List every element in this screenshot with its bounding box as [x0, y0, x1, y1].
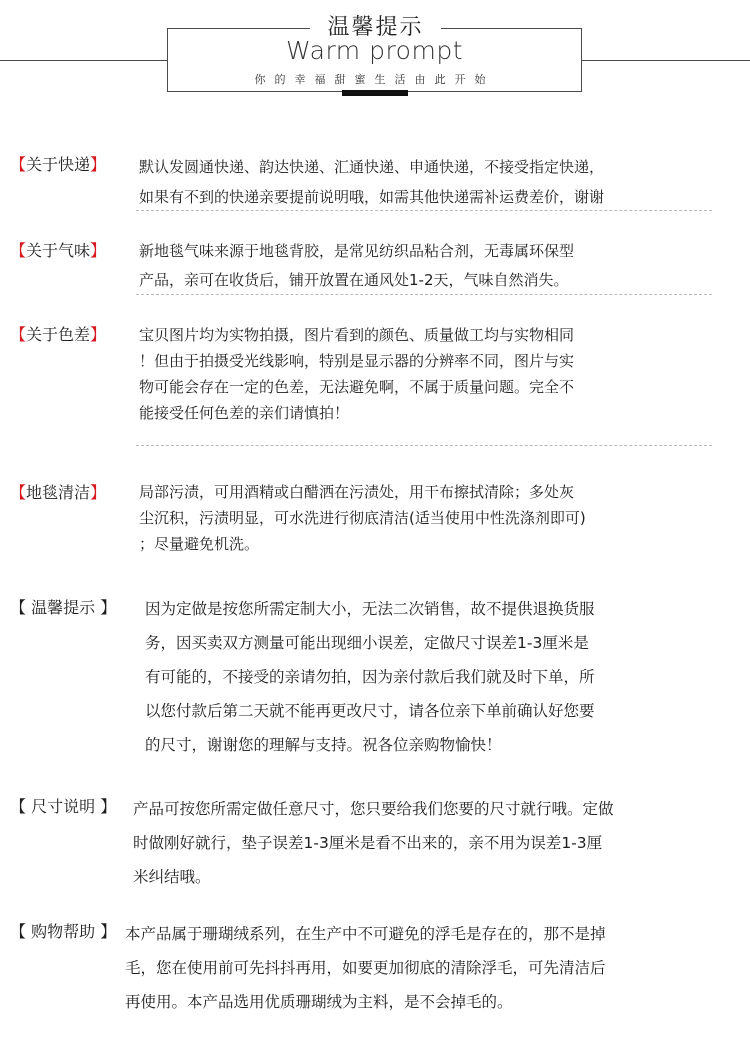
header-title-cn: 温馨提示	[327, 15, 424, 40]
section-line: 有可能的，不接受的亲请勿拍，因为亲付款后我们就及时下单，所	[145, 668, 595, 686]
frame-bottom-right	[397, 91, 582, 92]
frame-top-right	[441, 28, 582, 29]
header-title-en: Warm prompt	[286, 36, 463, 65]
section-line: 务，因买卖双方测量可能出现细小误差，定做尺寸误差1-3厘米是	[145, 634, 589, 652]
section-line: 宝贝图片均为实物拍摄，图片看到的颜色、质量做工均与实物相同	[139, 326, 575, 344]
frame-bottom-accent	[342, 90, 408, 96]
section-text-warm-tip	[145, 592, 595, 762]
section-label-size: 【 尺寸说明 】	[10, 797, 117, 816]
section-label-express: 【关于快递】	[10, 155, 107, 174]
section-line: 毛，您在使用前可先抖抖再用，如要更加彻底的清除浮毛，可先清洁后	[125, 959, 606, 977]
section-label-cleaning: 【地毯清洁】	[10, 483, 107, 502]
section-line: 本产品属于珊瑚绒系列，在生产中不可避免的浮毛是存在的，那不是掉	[125, 925, 606, 943]
section-text-odor	[139, 237, 574, 295]
section-line: 的尺寸，谢谢您的理解与支持。祝各位亲购物愉快！	[145, 736, 502, 754]
section-line: 物可能会存在一定的色差，无法避免啊，不属于质量问题。完全不	[139, 378, 575, 396]
section-label-odor: 【关于气味】	[10, 241, 107, 260]
section-text-cleaning	[139, 479, 586, 557]
section-line: 因为定做是按您所需定制大小，无法二次销售，故不提供退换货服	[145, 600, 595, 618]
section-line: 时做刚好就行，垫子误差1-3厘米是看不出来的，亲不用为误差1-3厘	[133, 834, 603, 852]
section-text-express	[139, 152, 604, 212]
section-divider	[136, 294, 712, 295]
frame-top-left	[167, 28, 310, 29]
section-divider	[136, 445, 712, 446]
header-rule-left	[0, 60, 167, 61]
section-line: ；尽量避免机洗。	[139, 535, 260, 553]
section-label-warm-tip: 【 温馨提示 】	[10, 598, 117, 617]
section-line: 再使用。本产品选用优质珊瑚绒为主料，是不会掉毛的。	[125, 993, 513, 1011]
section-line: 产品，亲可在收货后，铺开放置在通风处1-2天，气味自然消失。	[139, 271, 569, 289]
section-line: 米纠结哦。	[133, 868, 211, 886]
section-text-shopping-help	[125, 917, 606, 1019]
section-line: 默认发圆通快递、韵达快递、汇通快递、申通快递，不接受指定快递，	[139, 158, 605, 176]
section-text-size	[133, 792, 614, 894]
section-line: 尘沉积，污渍明显，可水洗进行彻底清洁(适当使用中性洗涤剂即可)	[139, 509, 586, 527]
section-line: 新地毯气味来源于地毯背胶，是常见纺织品粘合剂，无毒属环保型	[139, 242, 575, 260]
section-label-color-diff: 【关于色差】	[10, 325, 107, 344]
section-line: 产品可按您所需定做任意尺寸，您只要给我们您要的尺寸就行哦。定做	[133, 800, 614, 818]
section-label-shopping-help: 【 购物帮助 】	[10, 922, 117, 941]
section-line: 以您付款后第二天就不能再更改尺寸，请各位亲下单前确认好您要	[145, 702, 595, 720]
section-line: 能接受任何色差的亲们请慎拍！	[139, 404, 350, 422]
section-text-color-diff	[139, 322, 574, 426]
section-line: 局部污渍，可用酒精或白醋洒在污渍处，用干布擦拭清除；多处灰	[139, 483, 575, 501]
header-rule-right	[581, 60, 750, 61]
warm-prompt-header	[0, 0, 750, 110]
section-line: ！但由于拍摄受光线影响，特别是显示器的分辨率不同，图片与实	[139, 352, 575, 370]
header-subtitle: 你的幸福甜蜜生活由此开始	[254, 73, 495, 86]
section-line: 如果有不到的快递亲要提前说明哦，如需其他快递需补运费差价，谢谢	[139, 188, 605, 206]
section-divider	[136, 210, 712, 211]
frame-bottom-left	[167, 91, 352, 92]
